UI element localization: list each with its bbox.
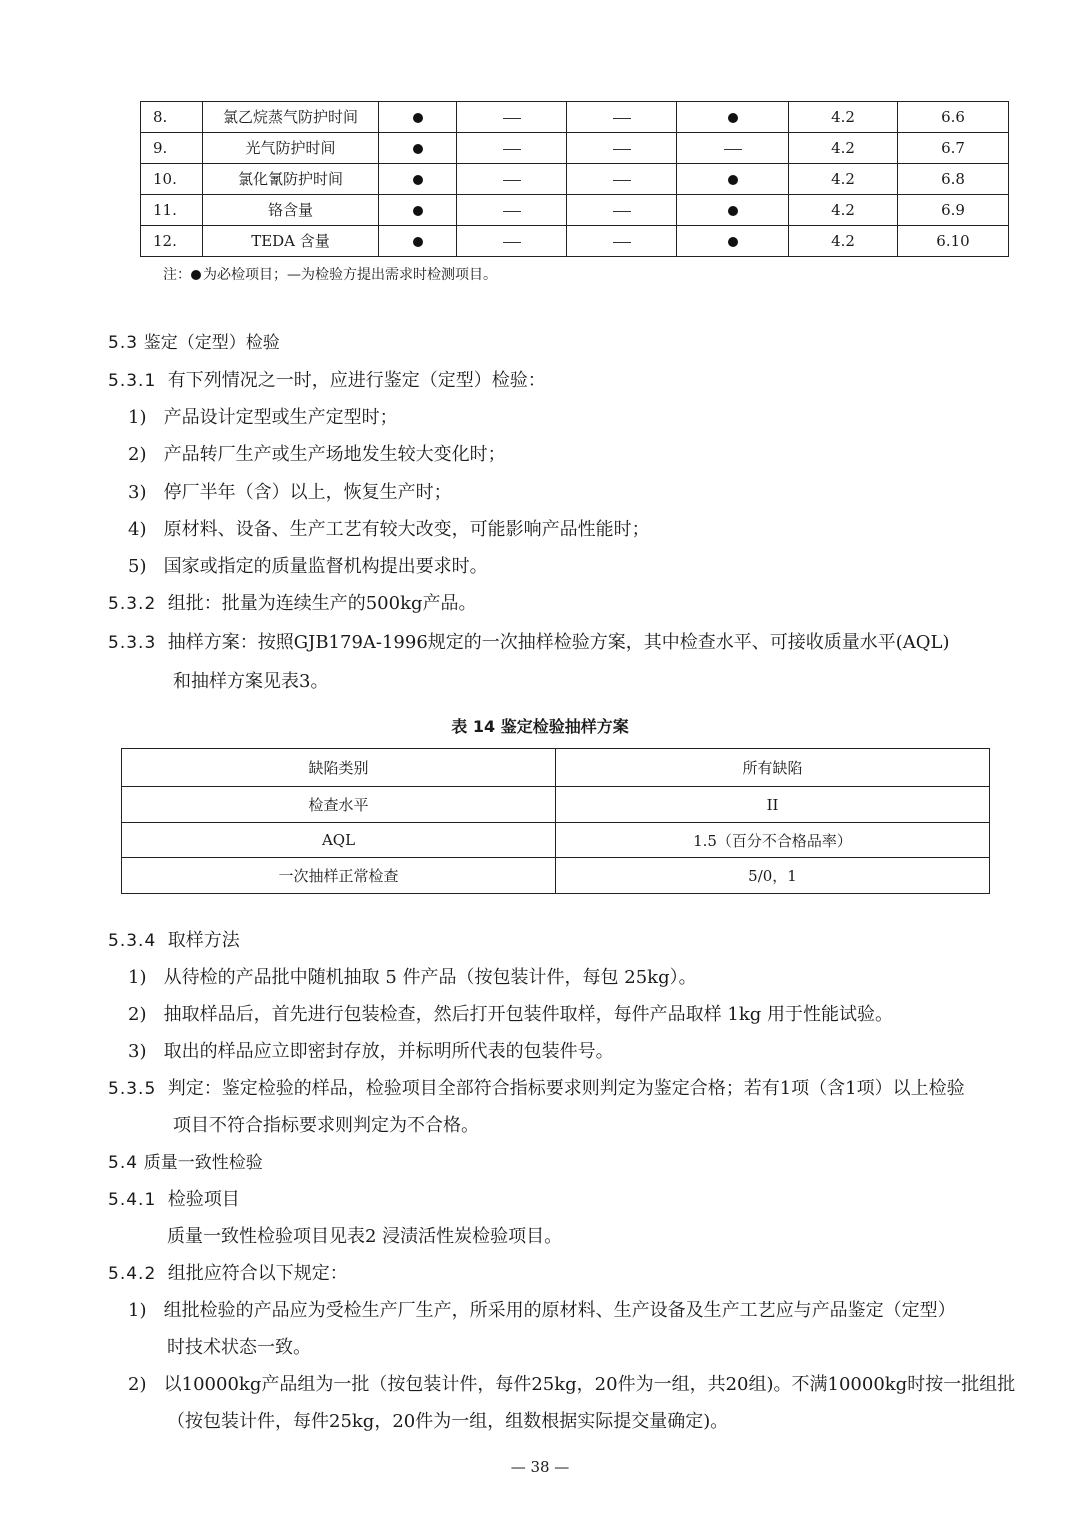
clause-5-3-2	[108, 592, 477, 616]
section-title: 鉴定（定型）检验	[143, 333, 280, 353]
clause-number: 5.4.2	[108, 1264, 157, 1284]
item-name: 光气防护时间	[203, 133, 379, 164]
required-dot-icon	[728, 113, 738, 123]
list-number: 3)	[128, 1041, 147, 1062]
table-row	[141, 102, 1009, 133]
clause-text: 取样方法	[167, 930, 240, 951]
page-number: — 38 —	[510, 1458, 570, 1476]
clause-5-4-2	[108, 1262, 348, 1286]
mark-cell	[379, 164, 457, 195]
list-item	[128, 1040, 614, 1064]
mark-cell	[567, 133, 677, 164]
inspection-items-table	[140, 101, 1009, 257]
requirement-clause: 4.2	[789, 133, 898, 164]
required-dot-icon	[728, 206, 738, 216]
mark-cell	[677, 226, 789, 257]
clause-5-3-3	[108, 631, 950, 655]
mark-cell	[567, 164, 677, 195]
clause-5-3-4	[108, 929, 240, 953]
table-row	[122, 787, 990, 823]
list-number: 1)	[128, 967, 147, 988]
table-row	[141, 164, 1009, 195]
section-5-4-heading	[108, 1151, 263, 1175]
list-item	[128, 966, 697, 990]
required-dot-icon	[413, 237, 423, 247]
row-number: 12.	[141, 226, 203, 257]
table-row	[122, 858, 990, 894]
mark-cell	[379, 226, 457, 257]
list-number: 4)	[128, 519, 147, 540]
required-dot-icon	[413, 175, 423, 185]
table-note	[163, 264, 497, 284]
table-row	[141, 133, 1009, 164]
mark-cell	[379, 102, 457, 133]
list-number: 1)	[128, 407, 147, 428]
list-item	[128, 481, 452, 505]
list-number: 3)	[128, 482, 147, 503]
mark-cell	[677, 133, 789, 164]
clause-number: 5.3.3	[108, 633, 157, 653]
optional-dash-icon	[613, 149, 631, 150]
test-clause: 6.7	[898, 133, 1009, 164]
mark-cell	[457, 164, 567, 195]
row-number: 11.	[141, 195, 203, 226]
optional-dash-icon	[613, 242, 631, 243]
list-text: 国家或指定的质量监督机构提出要求时。	[163, 556, 488, 577]
mark-cell	[567, 226, 677, 257]
mark-cell	[677, 195, 789, 226]
table-14-title: 表 14 鉴定检验抽样方案	[451, 717, 629, 736]
mark-cell	[457, 102, 567, 133]
mark-cell	[379, 195, 457, 226]
mark-cell	[677, 164, 789, 195]
clause-5-4-1	[108, 1188, 240, 1212]
requirement-clause: 4.2	[789, 164, 898, 195]
required-dot-icon	[728, 175, 738, 185]
required-dot-icon	[191, 270, 201, 280]
list-text: 以10000kg产品组为一批（按包装计件，每件25kg，20件为一组，共20组)。不满10000kg时按一批组批	[163, 1374, 1016, 1395]
clause-number: 5.4.1	[108, 1190, 157, 1210]
note-label: 注：	[163, 267, 191, 283]
table-row	[141, 226, 1009, 257]
list-text: 从待检的产品批中随机抽取 5 件产品（按包装计件，每包 25kg）。	[163, 967, 697, 988]
list-item	[128, 1373, 1015, 1397]
requirement-clause: 4.2	[789, 195, 898, 226]
row-number: 10.	[141, 164, 203, 195]
row-number: 9.	[141, 133, 203, 164]
mark-cell	[567, 102, 677, 133]
table-cell-value: 1.5（百分不合格品率）	[556, 823, 990, 858]
mark-cell	[457, 226, 567, 257]
mark-cell	[379, 133, 457, 164]
requirement-clause: 4.2	[789, 226, 898, 257]
table-cell-key: 缺陷类别	[122, 749, 556, 787]
clause-text: 组批：批量为连续生产的500kg产品。	[167, 593, 477, 614]
table-cell-value: II	[556, 787, 990, 823]
optional-dash-icon	[503, 211, 521, 212]
list-item-cont: 时技术状态一致。	[167, 1337, 311, 1358]
section-5-3-heading	[108, 331, 280, 355]
section-title: 质量一致性检验	[143, 1153, 263, 1173]
table-cell-key: AQL	[122, 823, 556, 858]
note-text: 为必检项目；—为检验方提出需求时检测项目。	[203, 267, 497, 283]
test-clause: 6.9	[898, 195, 1009, 226]
item-name: 铬含量	[203, 195, 379, 226]
optional-dash-icon	[724, 149, 742, 150]
list-item	[128, 555, 488, 579]
table-row	[141, 195, 1009, 226]
mark-cell	[457, 195, 567, 226]
list-item	[128, 518, 650, 542]
table-row	[122, 749, 990, 787]
optional-dash-icon	[503, 149, 521, 150]
clause-text: 有下列情况之一时，应进行鉴定（定型）检验：	[167, 370, 546, 391]
optional-dash-icon	[503, 242, 521, 243]
clause-5-4-1-text: 质量一致性检验项目见表2 浸渍活性炭检验项目。	[167, 1226, 563, 1247]
row-number: 8.	[141, 102, 203, 133]
mark-cell	[567, 195, 677, 226]
section-number: 5.4	[108, 1153, 139, 1173]
required-dot-icon	[413, 113, 423, 123]
clause-5-3-5-cont: 项目不符合指标要求则判定为不合格。	[173, 1115, 479, 1136]
list-text: 取出的样品应立即密封存放，并标明所代表的包装件号。	[163, 1041, 614, 1062]
list-number: 1)	[128, 1300, 147, 1321]
list-text: 原材料、设备、生产工艺有较大改变，可能影响产品性能时；	[163, 519, 650, 540]
list-number: 2)	[128, 1004, 147, 1025]
clause-text: 检验项目	[167, 1189, 240, 1210]
list-item	[128, 406, 398, 430]
item-name: 氯化氰防护时间	[203, 164, 379, 195]
list-text: 产品设计定型或生产定型时；	[163, 407, 398, 428]
clause-5-3-3-cont: 和抽样方案见表3。	[173, 671, 329, 692]
optional-dash-icon	[613, 180, 631, 181]
list-text: 抽取样品后，首先进行包装检查，然后打开包装件取样，每件产品取样 1kg 用于性能试验。	[163, 1004, 893, 1025]
clause-number: 5.3.2	[108, 594, 157, 614]
optional-dash-icon	[613, 118, 631, 119]
list-number: 2)	[128, 1374, 147, 1395]
required-dot-icon	[413, 206, 423, 216]
clause-text: 抽样方案：按照GJB179A-1996规定的一次抽样检验方案，其中检查水平、可接收质量水平(AQL)	[167, 632, 950, 653]
clause-number: 5.3.4	[108, 931, 157, 951]
clause-text: 判定：鉴定检验的样品，检验项目全部符合指标要求则判定为鉴定合格；若有1项（含1项）以上检验	[167, 1078, 965, 1099]
test-clause: 6.8	[898, 164, 1009, 195]
requirement-clause: 4.2	[789, 102, 898, 133]
item-name: 氯乙烷蒸气防护时间	[203, 102, 379, 133]
clause-5-3-1	[108, 369, 546, 393]
optional-dash-icon	[613, 211, 631, 212]
list-number: 5)	[128, 556, 147, 577]
list-item	[128, 443, 506, 467]
test-clause: 6.10	[898, 226, 1009, 257]
clause-number: 5.3.1	[108, 371, 157, 391]
table-cell-value: 5/0，1	[556, 858, 990, 894]
section-number: 5.3	[108, 333, 139, 353]
list-item-cont: （按包装计件，每件25kg，20件为一组，组数根据实际提交量确定)。	[167, 1411, 729, 1432]
mark-cell	[677, 102, 789, 133]
table-row	[122, 823, 990, 858]
required-dot-icon	[728, 237, 738, 247]
list-text: 停厂半年（含）以上，恢复生产时；	[163, 482, 452, 503]
clause-text: 组批应符合以下规定：	[167, 1263, 348, 1284]
test-clause: 6.6	[898, 102, 1009, 133]
mark-cell	[457, 133, 567, 164]
optional-dash-icon	[503, 118, 521, 119]
list-item	[128, 1299, 956, 1323]
item-name: TEDA 含量	[203, 226, 379, 257]
table-cell-value: 所有缺陷	[556, 749, 990, 787]
required-dot-icon	[413, 144, 423, 154]
list-text: 组批检验的产品应为受检生产厂生产，所采用的原材料、生产设备及生产工艺应与产品鉴定（定型）	[163, 1300, 956, 1321]
table-cell-key: 检查水平	[122, 787, 556, 823]
list-number: 2)	[128, 444, 147, 465]
clause-number: 5.3.5	[108, 1079, 157, 1099]
list-item	[128, 1003, 893, 1027]
optional-dash-icon	[503, 180, 521, 181]
list-text: 产品转厂生产或生产场地发生较大变化时；	[163, 444, 506, 465]
table-cell-key: 一次抽样正常检查	[122, 858, 556, 894]
clause-5-3-5	[108, 1077, 965, 1101]
sampling-plan-table	[121, 748, 990, 894]
